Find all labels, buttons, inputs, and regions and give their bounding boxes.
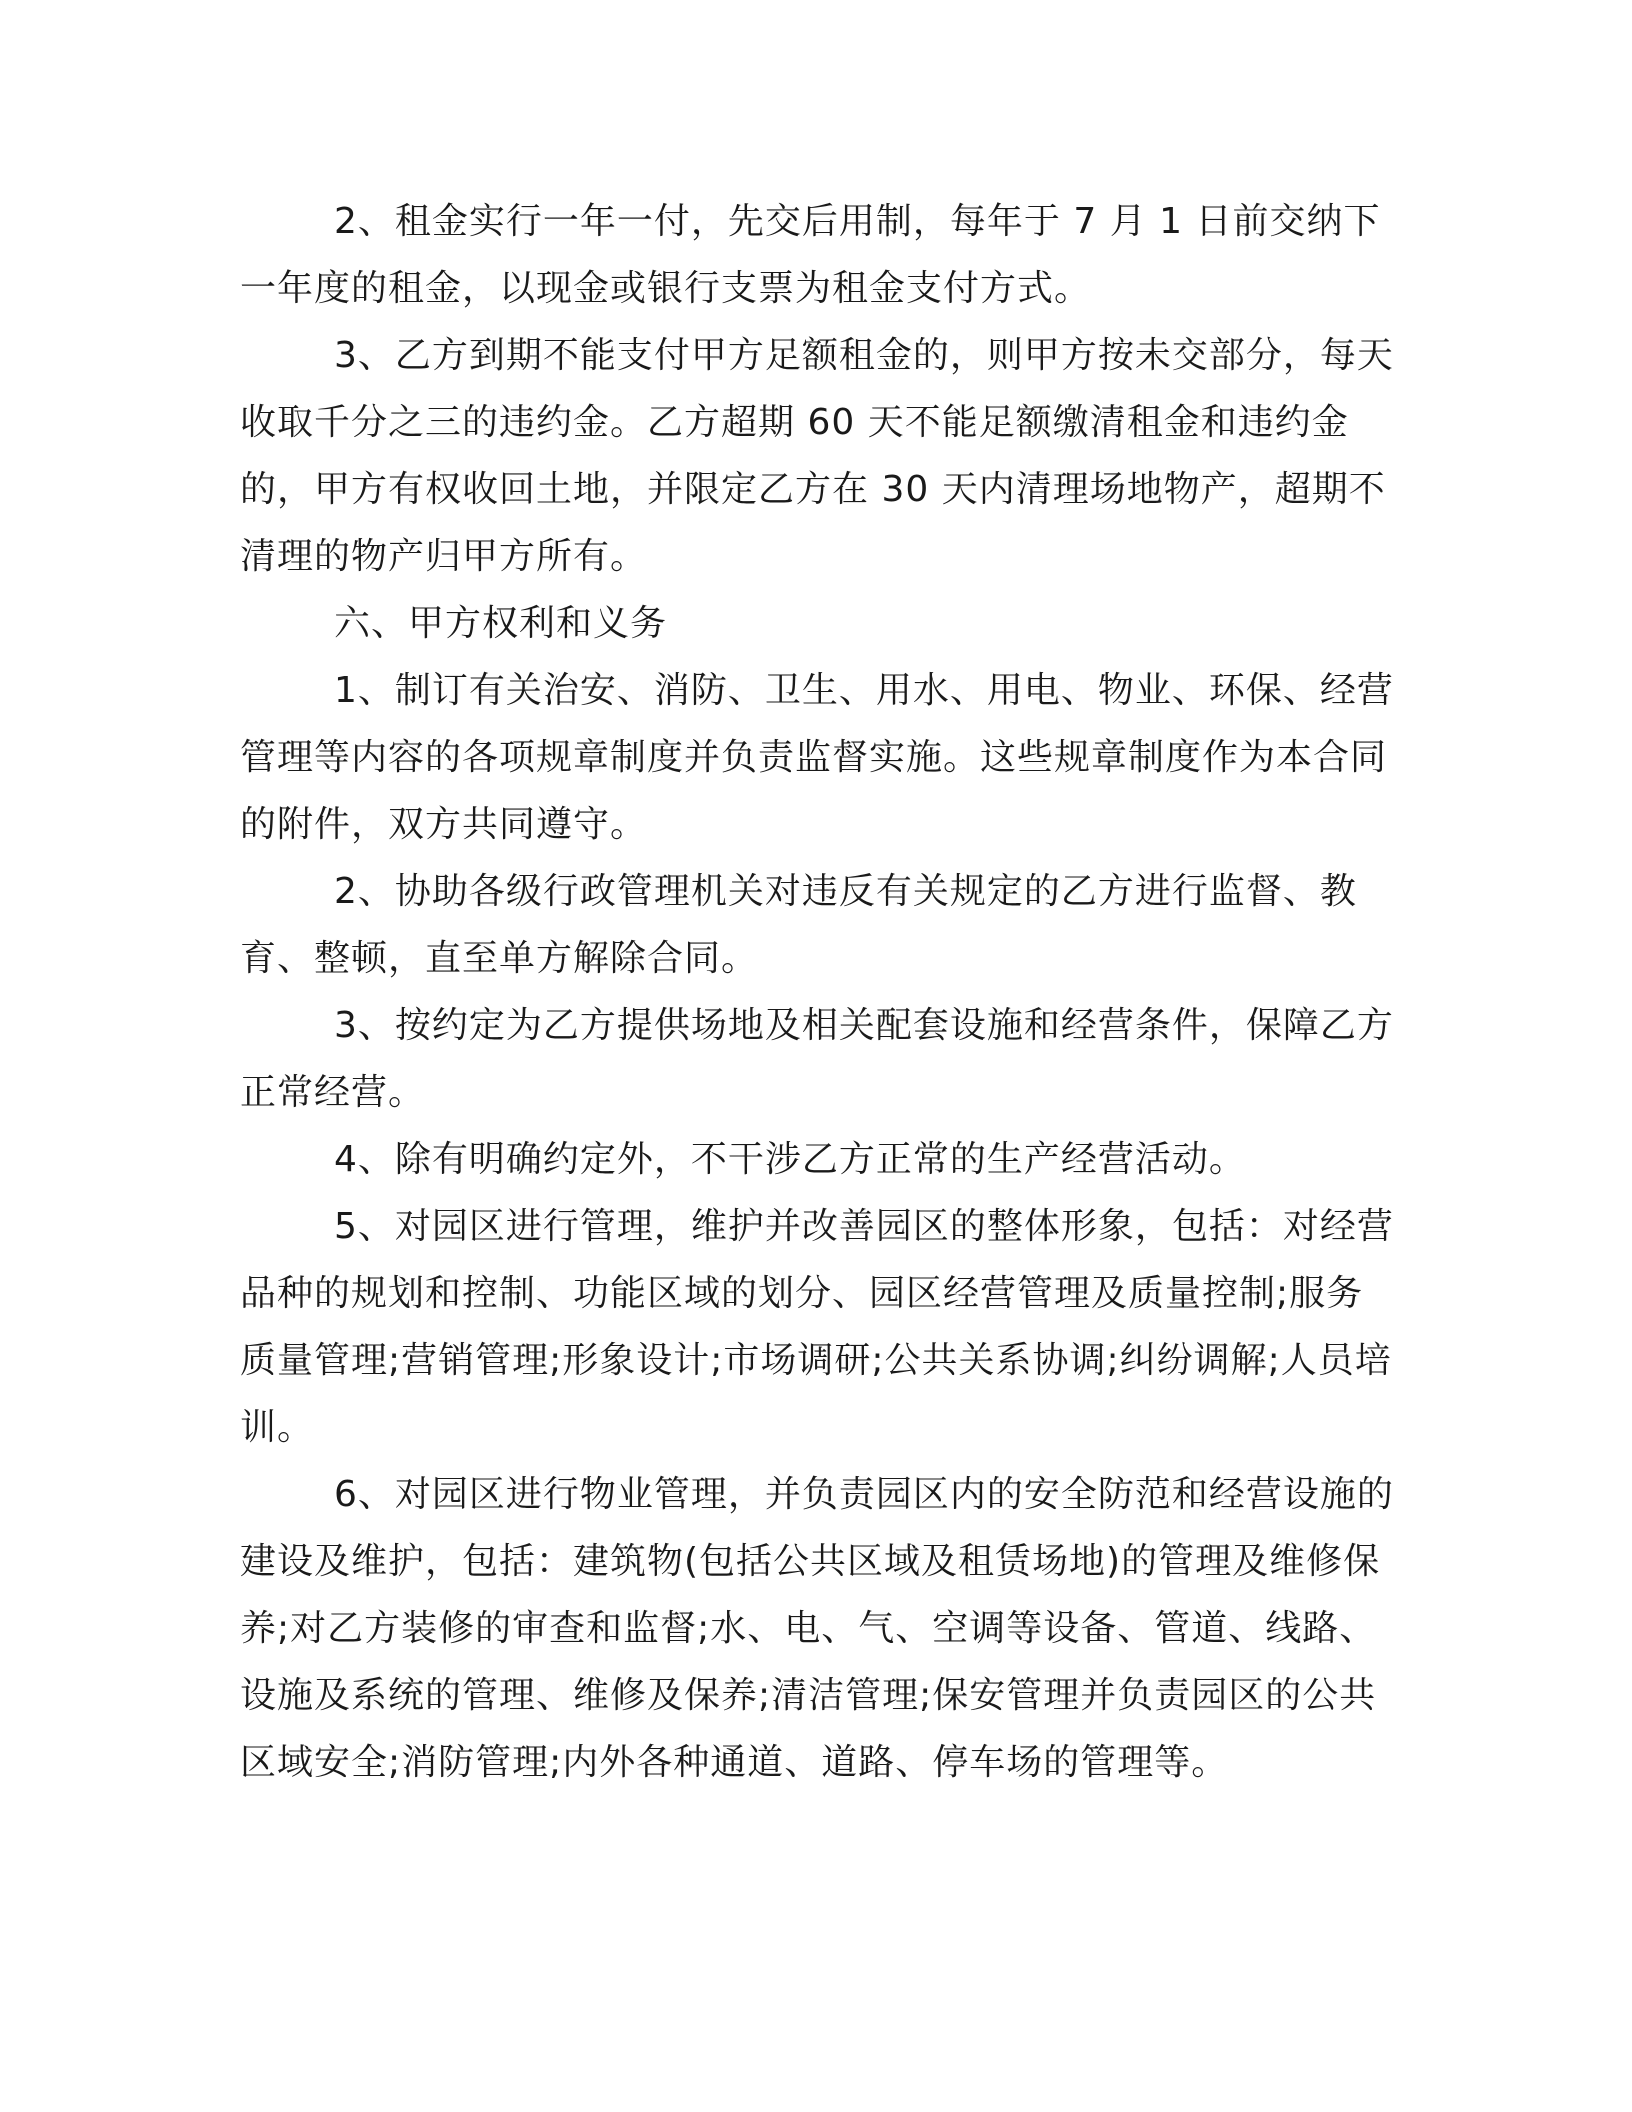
paragraph-provide-site: 3、按约定为乙方提供场地及相关配套设施和经营条件，保障乙方正常经营。 [240, 1005, 1394, 1113]
paragraph-late-penalty: 3、乙方到期不能支付甲方足额租金的，则甲方按未交部分，每天收取千分之三的违约金。乙方超期 60 天不能足额缴清租金和违约金的，甲方有权收回土地，并限定乙方在 30 天内清理场地物产，超期不清理的物产归甲方所有。 [240, 335, 1394, 577]
section-heading-party-a-rights: 六、甲方权利和义务 [334, 603, 668, 644]
paragraph-property-management: 6、对园区进行物业管理，并负责园区内的安全防范和经营设施的建设及维护，包括：建筑物(包括公共区域及租赁场地)的管理及维修保养;对乙方装修的审查和监督;水、电、气、空调等设备、管道、线路、设施及系统的管理、维修及保养;清洁管理;保安管理并负责园区的公共区域安全;消防管理;内外各种通道、道路、停车场的管理等。 [240, 1474, 1394, 1783]
document-page [240, 188, 1400, 1796]
paragraph-non-interference: 4、除有明确约定外，不干涉乙方正常的生产经营活动。 [334, 1139, 1246, 1180]
paragraph-regulations: 1、制订有关治安、消防、卫生、用水、用电、物业、环保、经营管理等内容的各项规章制度并负责监督实施。这些规章制度作为本合同的附件，双方共同遵守。 [240, 670, 1394, 845]
paragraph-park-management: 5、对园区进行管理，维护并改善园区的整体形象，包括：对经营品种的规划和控制、功能区域的划分、园区经营管理及质量控制;服务质量管理;营销管理;形象设计;市场调研;公共关系协调;纠纷调解;人员培训。 [240, 1206, 1394, 1448]
paragraph-rent-payment: 2、租金实行一年一付，先交后用制，每年于 7 月 1 日前交纳下一年度的租金，以现金或银行支票为租金支付方式。 [240, 201, 1381, 309]
paragraph-supervision: 2、协助各级行政管理机关对违反有关规定的乙方进行监督、教育、整顿，直至单方解除合同。 [240, 871, 1357, 979]
